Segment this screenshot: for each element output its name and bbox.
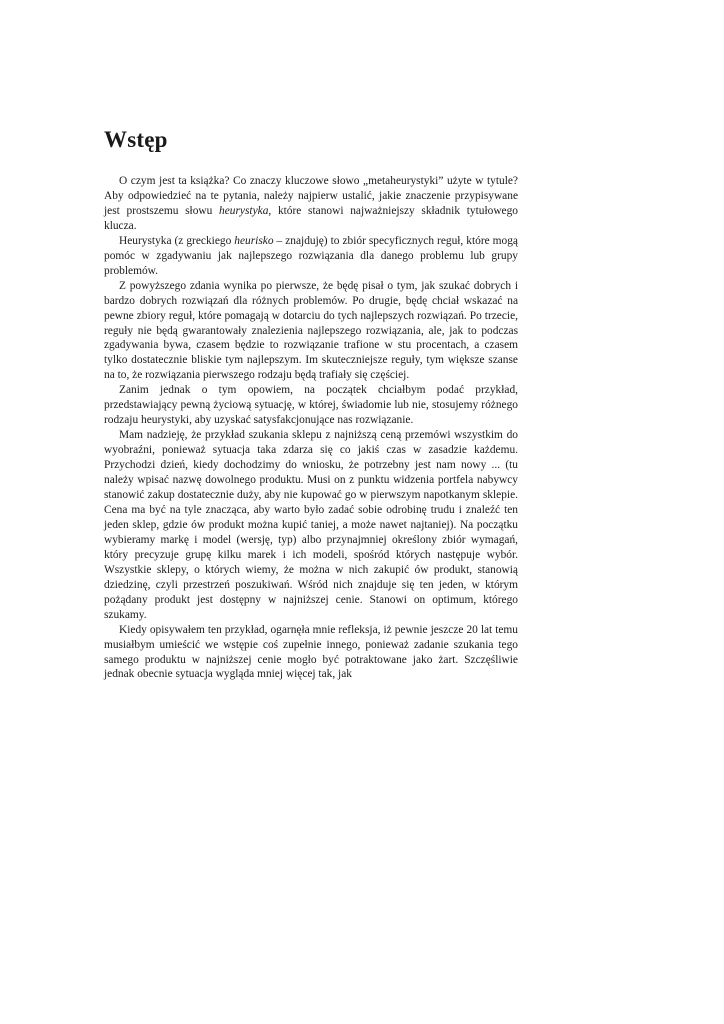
term-heurystyka: heurystyka xyxy=(219,204,269,217)
chapter-title: Wstęp xyxy=(104,127,168,152)
paragraph-3: Z powyższego zdania wynika po pierwsze, że będę pisał o tym, jak szukać dobrych i bardzo dobrych rozwiązań dla różnych problemów. Po drugie, będę chciał wskazać na pewne zbiory reguł, które pomagają w dotarciu do tych najlepszych rozwiązań. Po trzecie, reguły nie będą gwarantowały znalezienia najlepszego rozwiązania, ale, jak to podczas zgadywania bywa, czasem będzie to rozwiązanie trafione w stu procentach, a czasem tylko dostatecznie bliskie tym najlepszym. Im skuteczniejsze reguły, tym większe szanse na to, że rozwiązania pierwszego rodzaju będą trafiały się częściej. xyxy=(104,279,518,382)
document-page xyxy=(104,126,518,682)
paragraph-2-part-1: Heurystyka (z greckiego xyxy=(119,234,235,247)
paragraph-2 xyxy=(104,234,518,279)
paragraph-4: Zanim jednak o tym opowiem, na początek chciałbym podać przykład, przedstawiający pewną życiową sytuację, w której, świadomie lub nie, stosujemy różnego rodzaju heurystyki, aby uzyskać satysfakcjonujące nas rozwiązanie. xyxy=(104,384,518,427)
paragraph-2-part-3: – znajduję) to zbiór specyficznych reguł, które mogą pomóc w zgadywaniu jak najlepszego rozwiązania dla danego problemu lub grupy problemów. xyxy=(104,234,518,277)
paragraph-6: Kiedy opisywałem ten przykład, ogarnęła mnie refleksja, iż pewnie jeszcze 20 lat temu musiałbym umieścić we wstępie coś zupełnie innego, ponieważ zadanie szukania tego samego produktu w najniższej cenie mogło być potraktowane jako żart. Szczęśliwie jednak obecnie sytuacja wygląda mniej więcej tak, jak xyxy=(104,623,518,681)
term-heurisko: heurisko xyxy=(234,234,274,247)
body-text xyxy=(104,174,518,682)
paragraph-1 xyxy=(104,174,518,234)
paragraph-1-part-3: , które stanowi najważniejszy składnik tytułowego klucza. xyxy=(104,204,518,232)
paragraph-1-part-1: O czym jest ta książka? Co znaczy kluczowe słowo „metaheurystyki” użyte w tytule? Aby odpowiedzieć na te pytania, należy najpierw ustalić, jakie znaczenie przypisywane jest prostszemu słowu xyxy=(104,175,518,217)
paragraph-5: Mam nadzieję, że przykład szukania sklepu z najniższą ceną przemówi wszystkim do wyobraźni, ponieważ sytuacja taka zdarza się co jakiś czas w zasadzie każdemu. Przychodzi dzień, kiedy dochodzimy do wniosku, że potrzebny jest nam nowy ... (tu należy wpisać nazwę dowolnego produktu. Musi on z punktu widzenia portfela nabywcy stanowić zakup dostatecznie duży, aby nie kupować go w pierwszym napotkanym sklepie. Cena ma być na tyle znacząca, aby warto było zadać sobie odrobinę trudu i znaleźć ten jeden sklep, gdzie ów produkt można kupić taniej, a może nawet najtaniej). Na początku wybieramy markę i model (wersję, typ) albo przynajmniej określony zbiór wymagań, który precyzuje grupę kilku marek i ich modeli, spośród których następuje wybór. Wszystkie sklepy, o których wiemy, że można w nich zakupić ów produkt, stanowią dziedzinę, czyli przestrzeń poszukiwań. Wśród nich znajduje się ten jeden, w którym pożądany produkt jest dostępny w najniższej cenie. Stanowi on optimum, którego szukamy. xyxy=(104,429,518,621)
